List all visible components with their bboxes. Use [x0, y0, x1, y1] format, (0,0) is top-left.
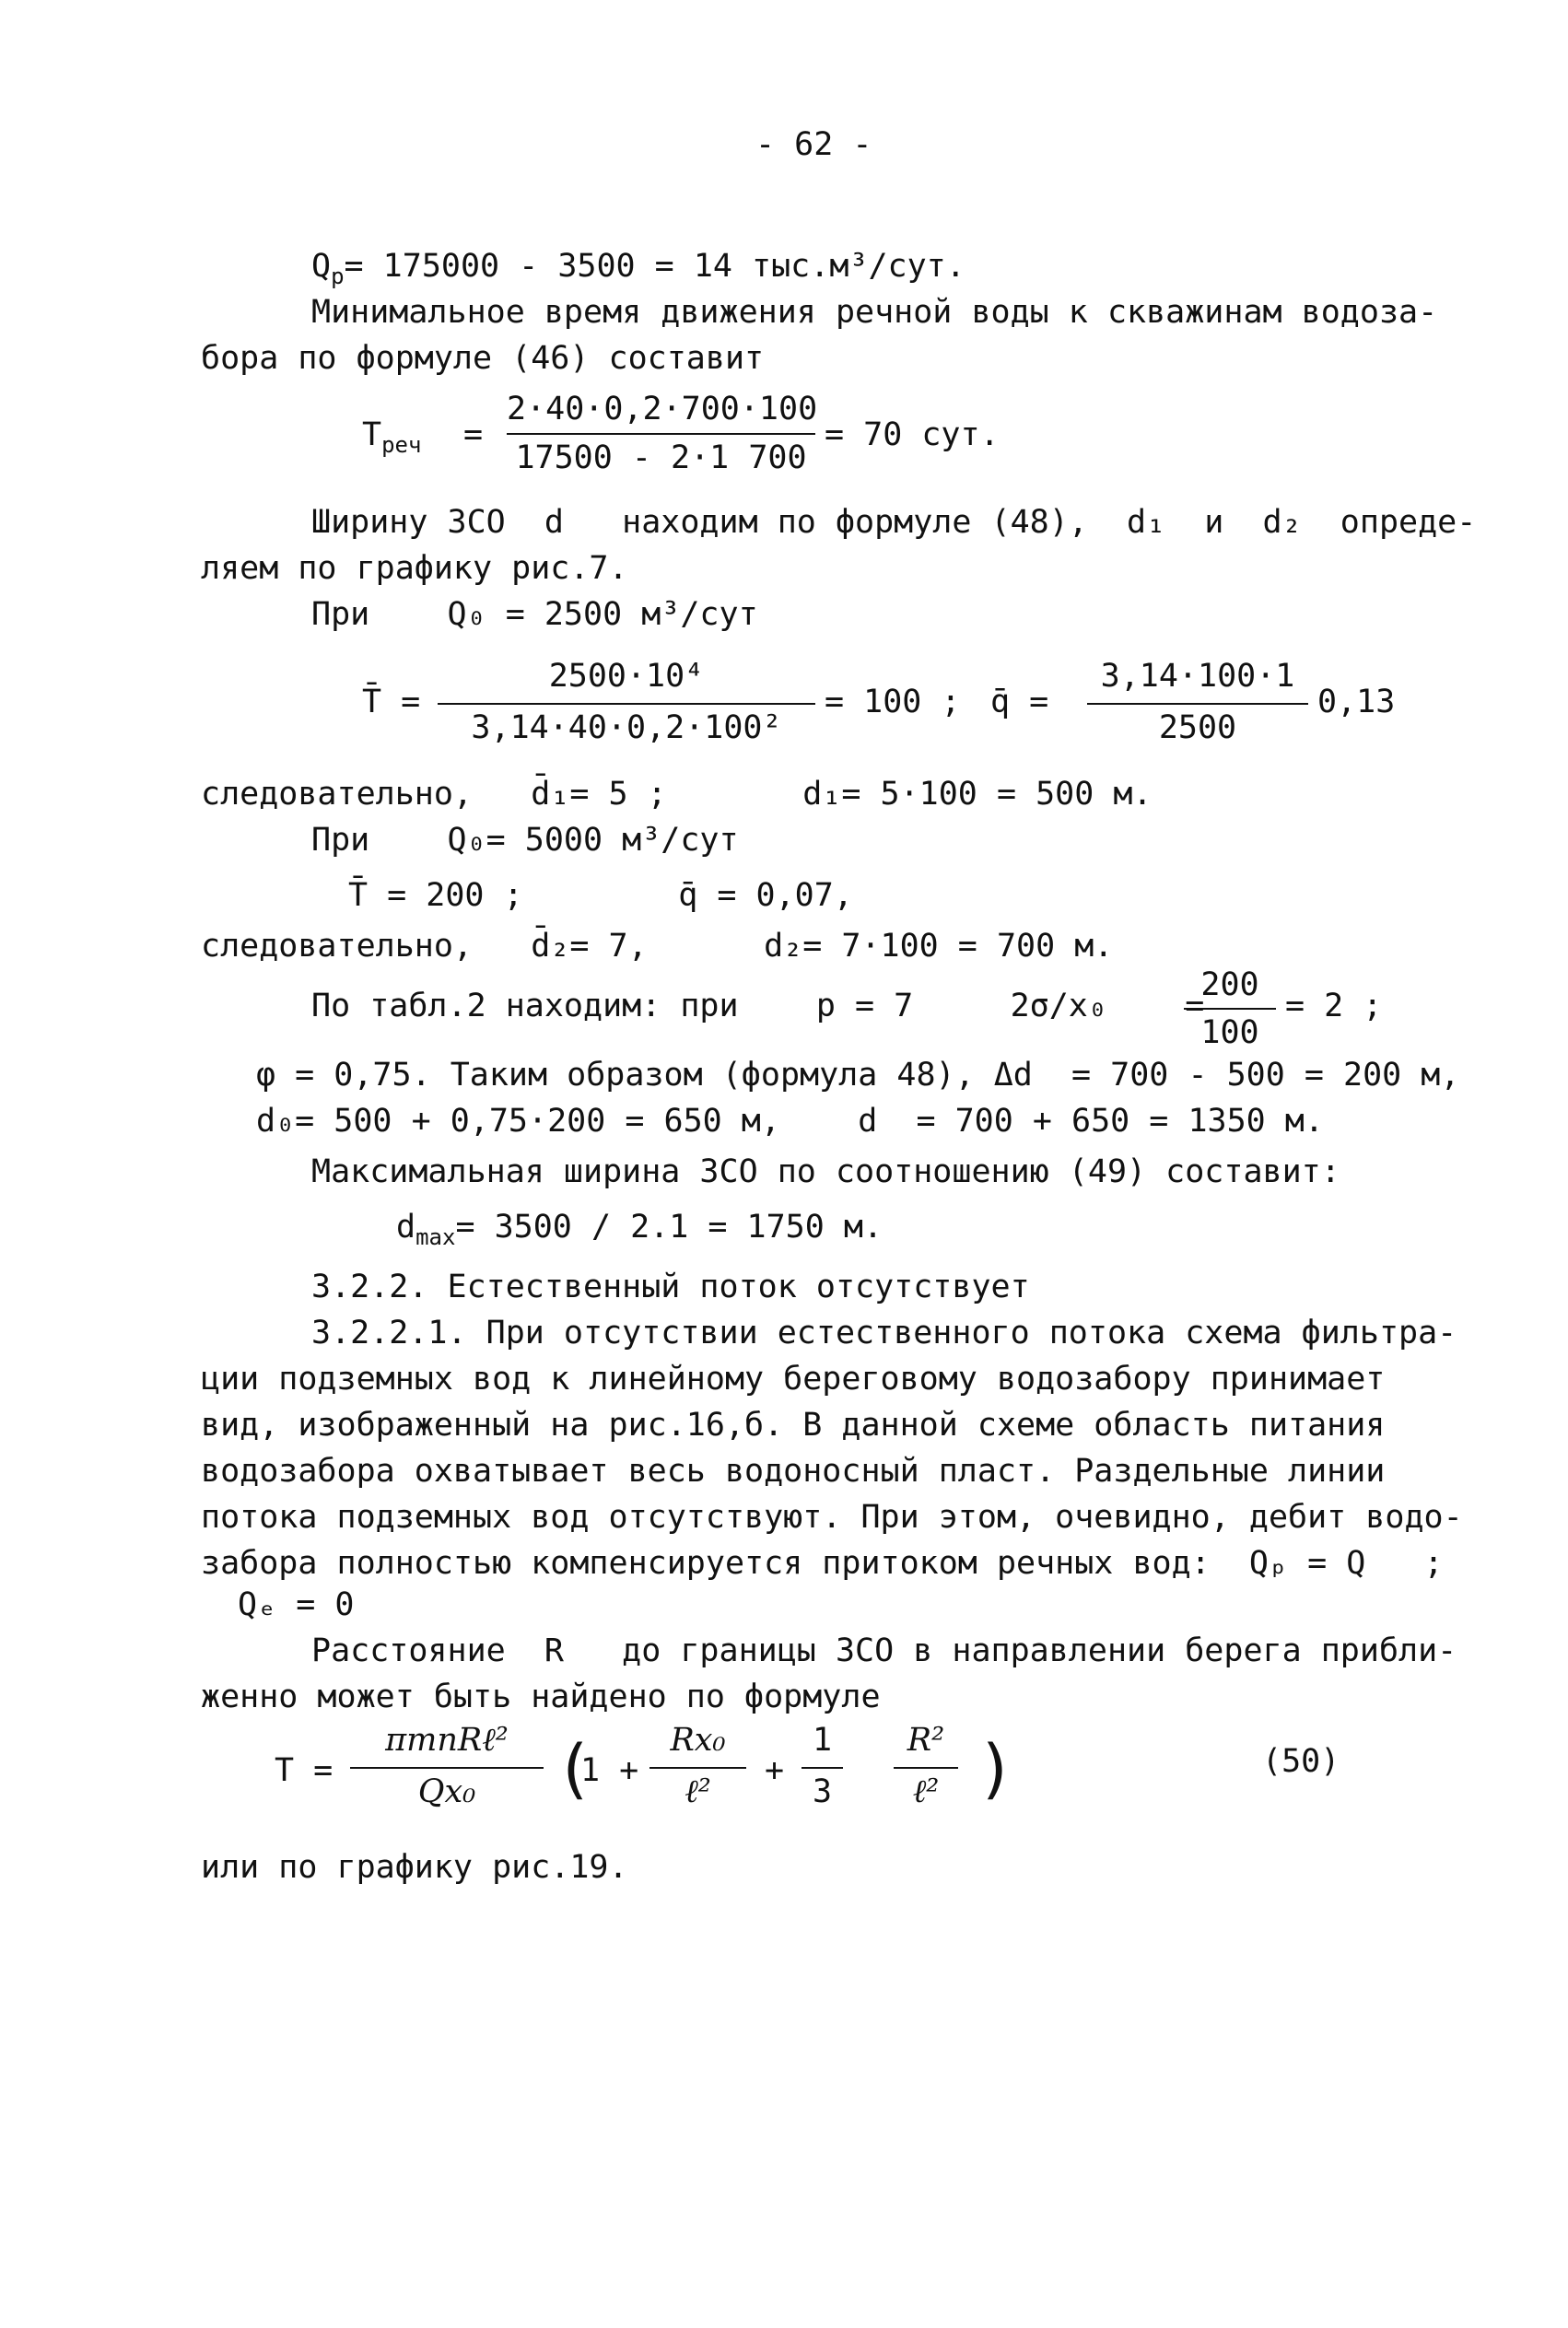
formula50-open-paren: (: [555, 1731, 594, 1807]
qbar-lhs: q̄ =: [990, 684, 1049, 720]
table2-denominator: 100: [1200, 1014, 1259, 1051]
tbar-lhs: T̄ =: [362, 684, 421, 720]
t-rech-eq: =: [463, 416, 484, 453]
paragraph-line: Ширину ЗСО d находим по формуле (48), d₁ и d₂ опреде-: [311, 504, 1477, 541]
formula-number: (50): [1262, 1743, 1340, 1780]
case2-label: При Q₀= 5000 м³/сут: [311, 822, 739, 859]
frac2-denominator: ℓ²: [685, 1773, 711, 1810]
paragraph-line: Минимальное время движения речной воды к скважинам водоза-: [311, 294, 1438, 331]
case2-values: T̄ = 200 ; q̄ = 0,07,: [348, 877, 853, 914]
section-heading: 3.2.2. Естественный поток отсутствует: [311, 1269, 1030, 1305]
fraction-bar: [894, 1767, 958, 1769]
paragraph-line: женно может быть найдено по формуле: [201, 1679, 881, 1715]
case1-label: При Q₀ = 2500 м³/сут: [311, 596, 758, 633]
fraction-bar: [802, 1767, 843, 1769]
tbar-denominator: 3,14·40·0,2·100²: [471, 709, 782, 746]
paragraph-line: 3.2.2.1. При отсутствии естественного потока схема фильтра-: [311, 1315, 1457, 1351]
fraction-bar: [1184, 1008, 1276, 1010]
table2-result: = 2 ;: [1285, 988, 1383, 1024]
frac3-denominator: 3: [812, 1773, 833, 1810]
formula50-one-plus: 1 +: [580, 1752, 639, 1789]
fraction-bar: [438, 703, 815, 705]
final-line: или по графику рис.19.: [201, 1849, 628, 1886]
t-rech-denominator: 17500 - 2·1 700: [515, 439, 807, 476]
paragraph-line: Расстояние R до границы ЗСО в направлении берега прибли-: [311, 1632, 1457, 1669]
phi-line: φ = 0,75. Таким образом (формула 48), Δd = 700 - 500 = 200 м,: [256, 1057, 1460, 1094]
paragraph-line: ляем по графику рис.7.: [201, 550, 628, 587]
paragraph-line: ции подземных вод к линейному береговому водозабору принимает: [201, 1361, 1386, 1398]
t-rech-fraction: [507, 391, 818, 484]
t-rech-numerator: 2·40·0,2·700·100: [507, 391, 818, 427]
case1-result: следовательно, d̄₁= 5 ; d₁= 5·100 = 500 м.: [201, 776, 1153, 813]
fraction-bar: [649, 1767, 746, 1769]
table2-numerator: 200: [1200, 966, 1259, 1003]
frac4-numerator: R²: [907, 1722, 945, 1759]
qbar-numerator: 3,14·100·1: [1100, 658, 1295, 695]
tbar-fraction: [438, 659, 815, 751]
dmax-equation: $d_{max}= 3500 / 2.1 = 1750$ м.: [396, 1209, 883, 1250]
fraction-bar: [350, 1767, 544, 1769]
qbar-fraction: [1087, 659, 1308, 751]
formula50-frac3: [802, 1723, 843, 1819]
paragraph-line: забора полностью компенсируется притоком речных вод: Qₚ = Q ;: [201, 1545, 1444, 1582]
case2-result: следовательно, d̄₂= 7, d₂= 7·100 = 700 м.: [201, 928, 1114, 965]
qbar-denominator: 2500: [1158, 709, 1237, 746]
paragraph-line: вид, изображенный на рис.16,б. В данной схеме область питания: [201, 1407, 1386, 1444]
paragraph-line: потока подземных вод отсутствуют. При этом, очевидно, дебит водо-: [201, 1499, 1463, 1536]
frac1-numerator: πmnRℓ²: [385, 1722, 509, 1759]
t-rech-lhs: $T_{реч}$: [362, 416, 422, 458]
paragraph-line: бора по формуле (46) составит: [201, 340, 765, 377]
formula50-close-paren: ): [977, 1731, 1016, 1807]
qp-equation: $Q_p= 175000 - 3500 = 14$ тыс.м³/сут.: [311, 248, 965, 289]
fraction-bar: [1087, 703, 1308, 705]
paragraph-line: водозабора охватывает весь водоносный пласт. Раздельные линии: [201, 1453, 1386, 1490]
table2-fraction: [1184, 967, 1276, 1055]
qe-line: Qₑ = 0: [238, 1586, 355, 1623]
formula50-plus: +: [765, 1752, 785, 1789]
fraction-bar: [507, 433, 815, 435]
max-width-line: Максимальная ширина ЗСО по соотношению (49) составит:: [311, 1153, 1340, 1190]
tbar-numerator: 2500·10⁴: [548, 658, 705, 695]
frac3-numerator: 1: [812, 1722, 833, 1759]
page-number: - 62 -: [755, 126, 872, 163]
formula50-frac4: [894, 1723, 958, 1819]
d0-line: d₀= 500 + 0,75·200 = 650 м, d = 700 + 650 = 1350 м.: [256, 1103, 1324, 1140]
frac4-denominator: ℓ²: [912, 1773, 940, 1810]
formula50-frac1: [350, 1723, 544, 1819]
frac1-denominator: Qx₀: [417, 1773, 476, 1810]
formula50-frac2: [649, 1723, 746, 1819]
qbar-result: 0,13: [1317, 684, 1396, 720]
frac2-numerator: Rx₀: [670, 1722, 726, 1759]
tbar-result: = 100 ;: [825, 684, 961, 720]
formula50-lhs: T =: [275, 1752, 333, 1789]
t-rech-result: = 70 сут.: [825, 416, 1000, 453]
table2-text: По табл.2 находим: при p = 7 2σ/x₀ =: [311, 988, 1205, 1024]
